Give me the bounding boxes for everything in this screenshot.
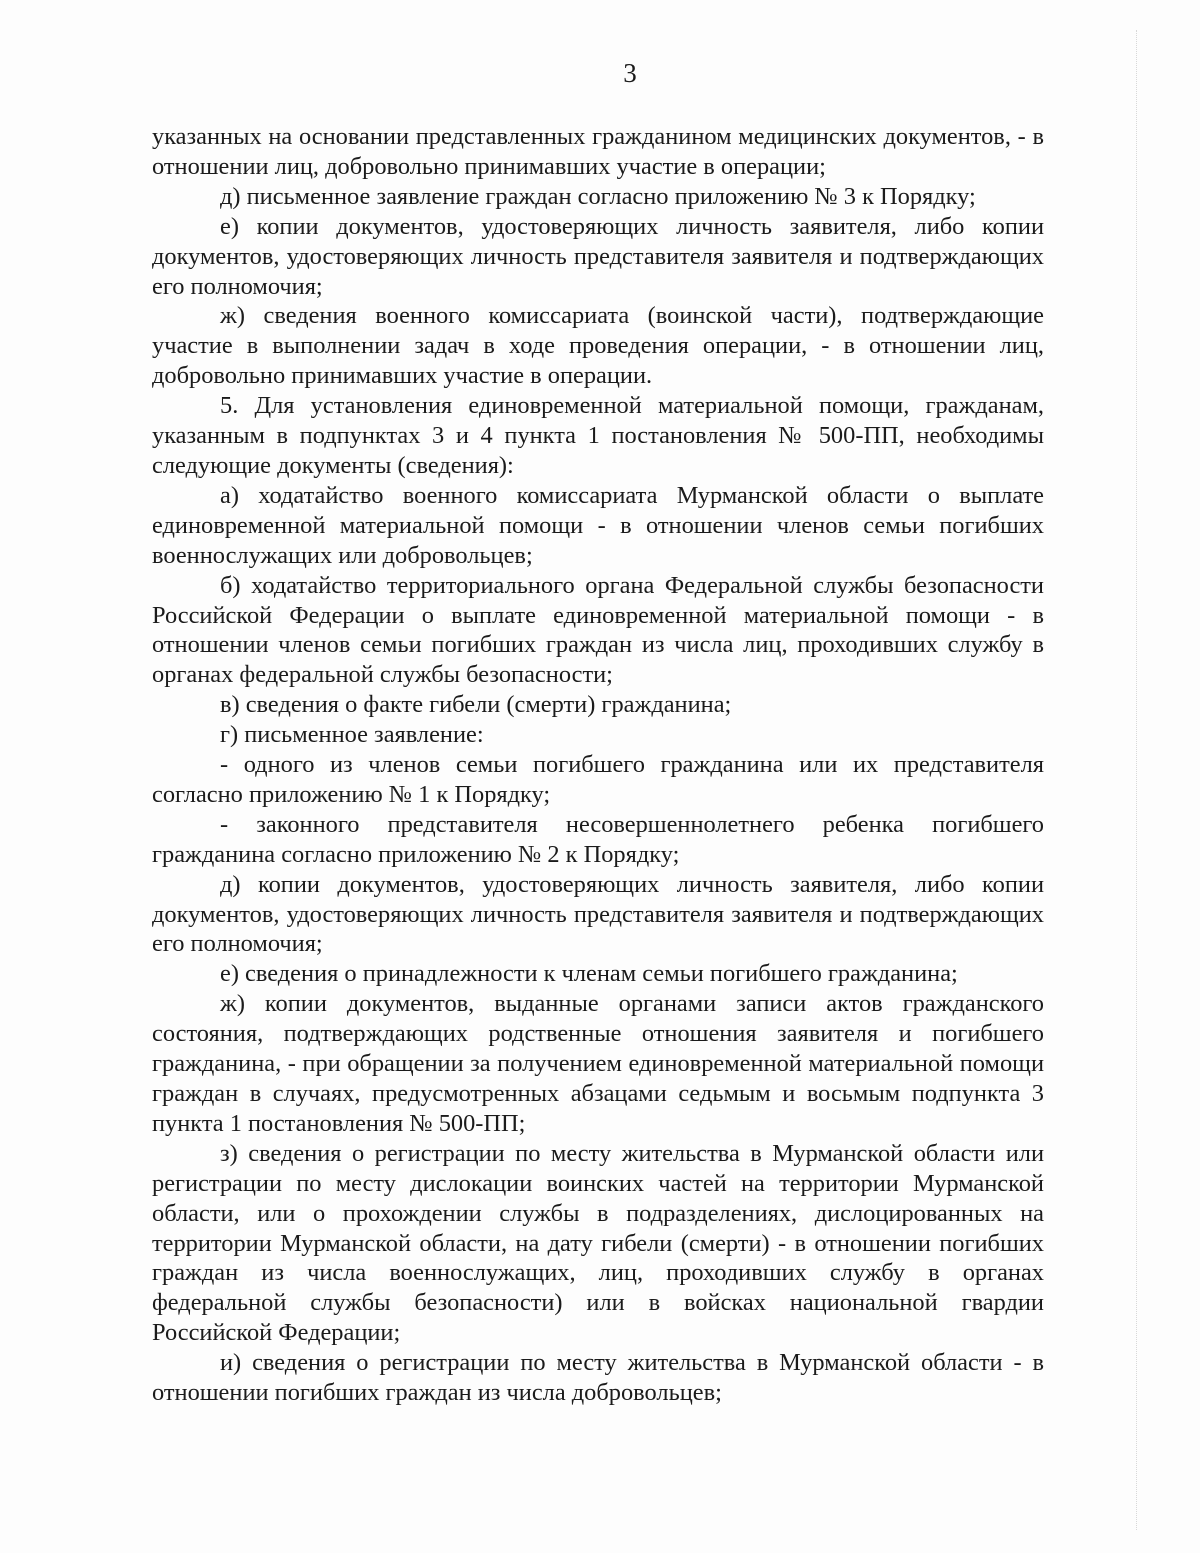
paragraph-section-5: 5. Для установления единовременной материальной помощи, гражданам, указанным в подпунктах 3 и 4 пункта 1 постановления № 500-ПП, необходимы следующие документы (сведения): — [152, 392, 1044, 479]
scan-edge-line — [1136, 30, 1138, 1530]
paragraph-item-zh: ж) сведения военного комиссариата (воинской части), подтверждающие участие в выполнении задач в ходе проведения операции, - в отношении лиц, добровольно принимавших участие в операции. — [152, 302, 1044, 390]
paragraph-dash-legal-representative: - законного представителя несовершеннолетнего ребенка погибшего гражданина согласно приложению № 2 к Порядку; — [152, 810, 1044, 868]
paragraph-item-v: в) сведения о факте гибели (смерти) гражданина; — [220, 691, 732, 719]
paragraph-item-z: з) сведения о регистрации по месту жительства в Мурманской области или регистрации по месту дислокации воинских частей на территории Мурманской области, или о прохождении службы в подразделениях, дислоцированных на территории Мурманской области, на дату гибели (смерти) - в отношении погибших граждан из числа военнослужащих, лиц, проходивших службу в органах федеральной службы безопасности) или в войсках национальной гвардии Российской Федерации; — [152, 1139, 1044, 1347]
paragraph-item-i: и) сведения о регистрации по месту жительства в Мурманской области - в отношении погибших граждан из числа добровольцев; — [152, 1349, 1044, 1407]
paragraph-item-d-2: д) копии документов, удостоверяющих личность заявителя, либо копии документов, удостоверяющих личность представителя заявителя и подтверждающих его полномочия; — [152, 870, 1044, 958]
paragraph-item-e-2: е) сведения о принадлежности к членам семьи погибшего гражданина; — [220, 960, 958, 988]
paragraph-item-a: а) ходатайство военного комиссариата Мурманской области о выплате единовременной материальной помощи - в отношении членов семьи погибших военнослужащих или добровольцев; — [152, 481, 1044, 569]
paragraph-item-d: д) письменное заявление граждан согласно приложению № 3 к Порядку; — [220, 182, 976, 210]
paragraph-item-e: е) копии документов, удостоверяющих личность заявителя, либо копии документов, удостоверяющих личность представителя заявителя и подтверждающих его полномочия; — [152, 212, 1044, 300]
page-number: 3 — [623, 58, 637, 88]
paragraph-item-g: г) письменное заявление: — [220, 721, 484, 749]
paragraph-continuation: указанных на основании представленных гражданином медицинских документов, - в отношении лиц, добровольно принимавших участие в операции; — [152, 123, 1044, 180]
paragraph-item-b: б) ходатайство территориального органа Федеральной службы безопасности Российской Федерации о выплате единовременной материальной помощи - в отношении членов семьи погибших граждан из числа лиц, проходивших службу в органах федеральной службы безопасности; — [152, 571, 1044, 689]
paragraph-item-zh-2: ж) копии документов, выданные органами записи актов гражданского состояния, подтверждающих родственные отношения заявителя и погибшего гражданина, - при обращении за получением единовременной материальной помощи граждан в случаях, предусмотренных абзацами седьмым и восьмым подпункта 3 пункта 1 постановления № 500-ПП; — [152, 990, 1044, 1137]
paragraph-dash-family-member: - одного из членов семьи погибшего гражданина или их представителя согласно приложению № 1 к Порядку; — [152, 751, 1044, 808]
document-body — [152, 122, 1044, 1408]
